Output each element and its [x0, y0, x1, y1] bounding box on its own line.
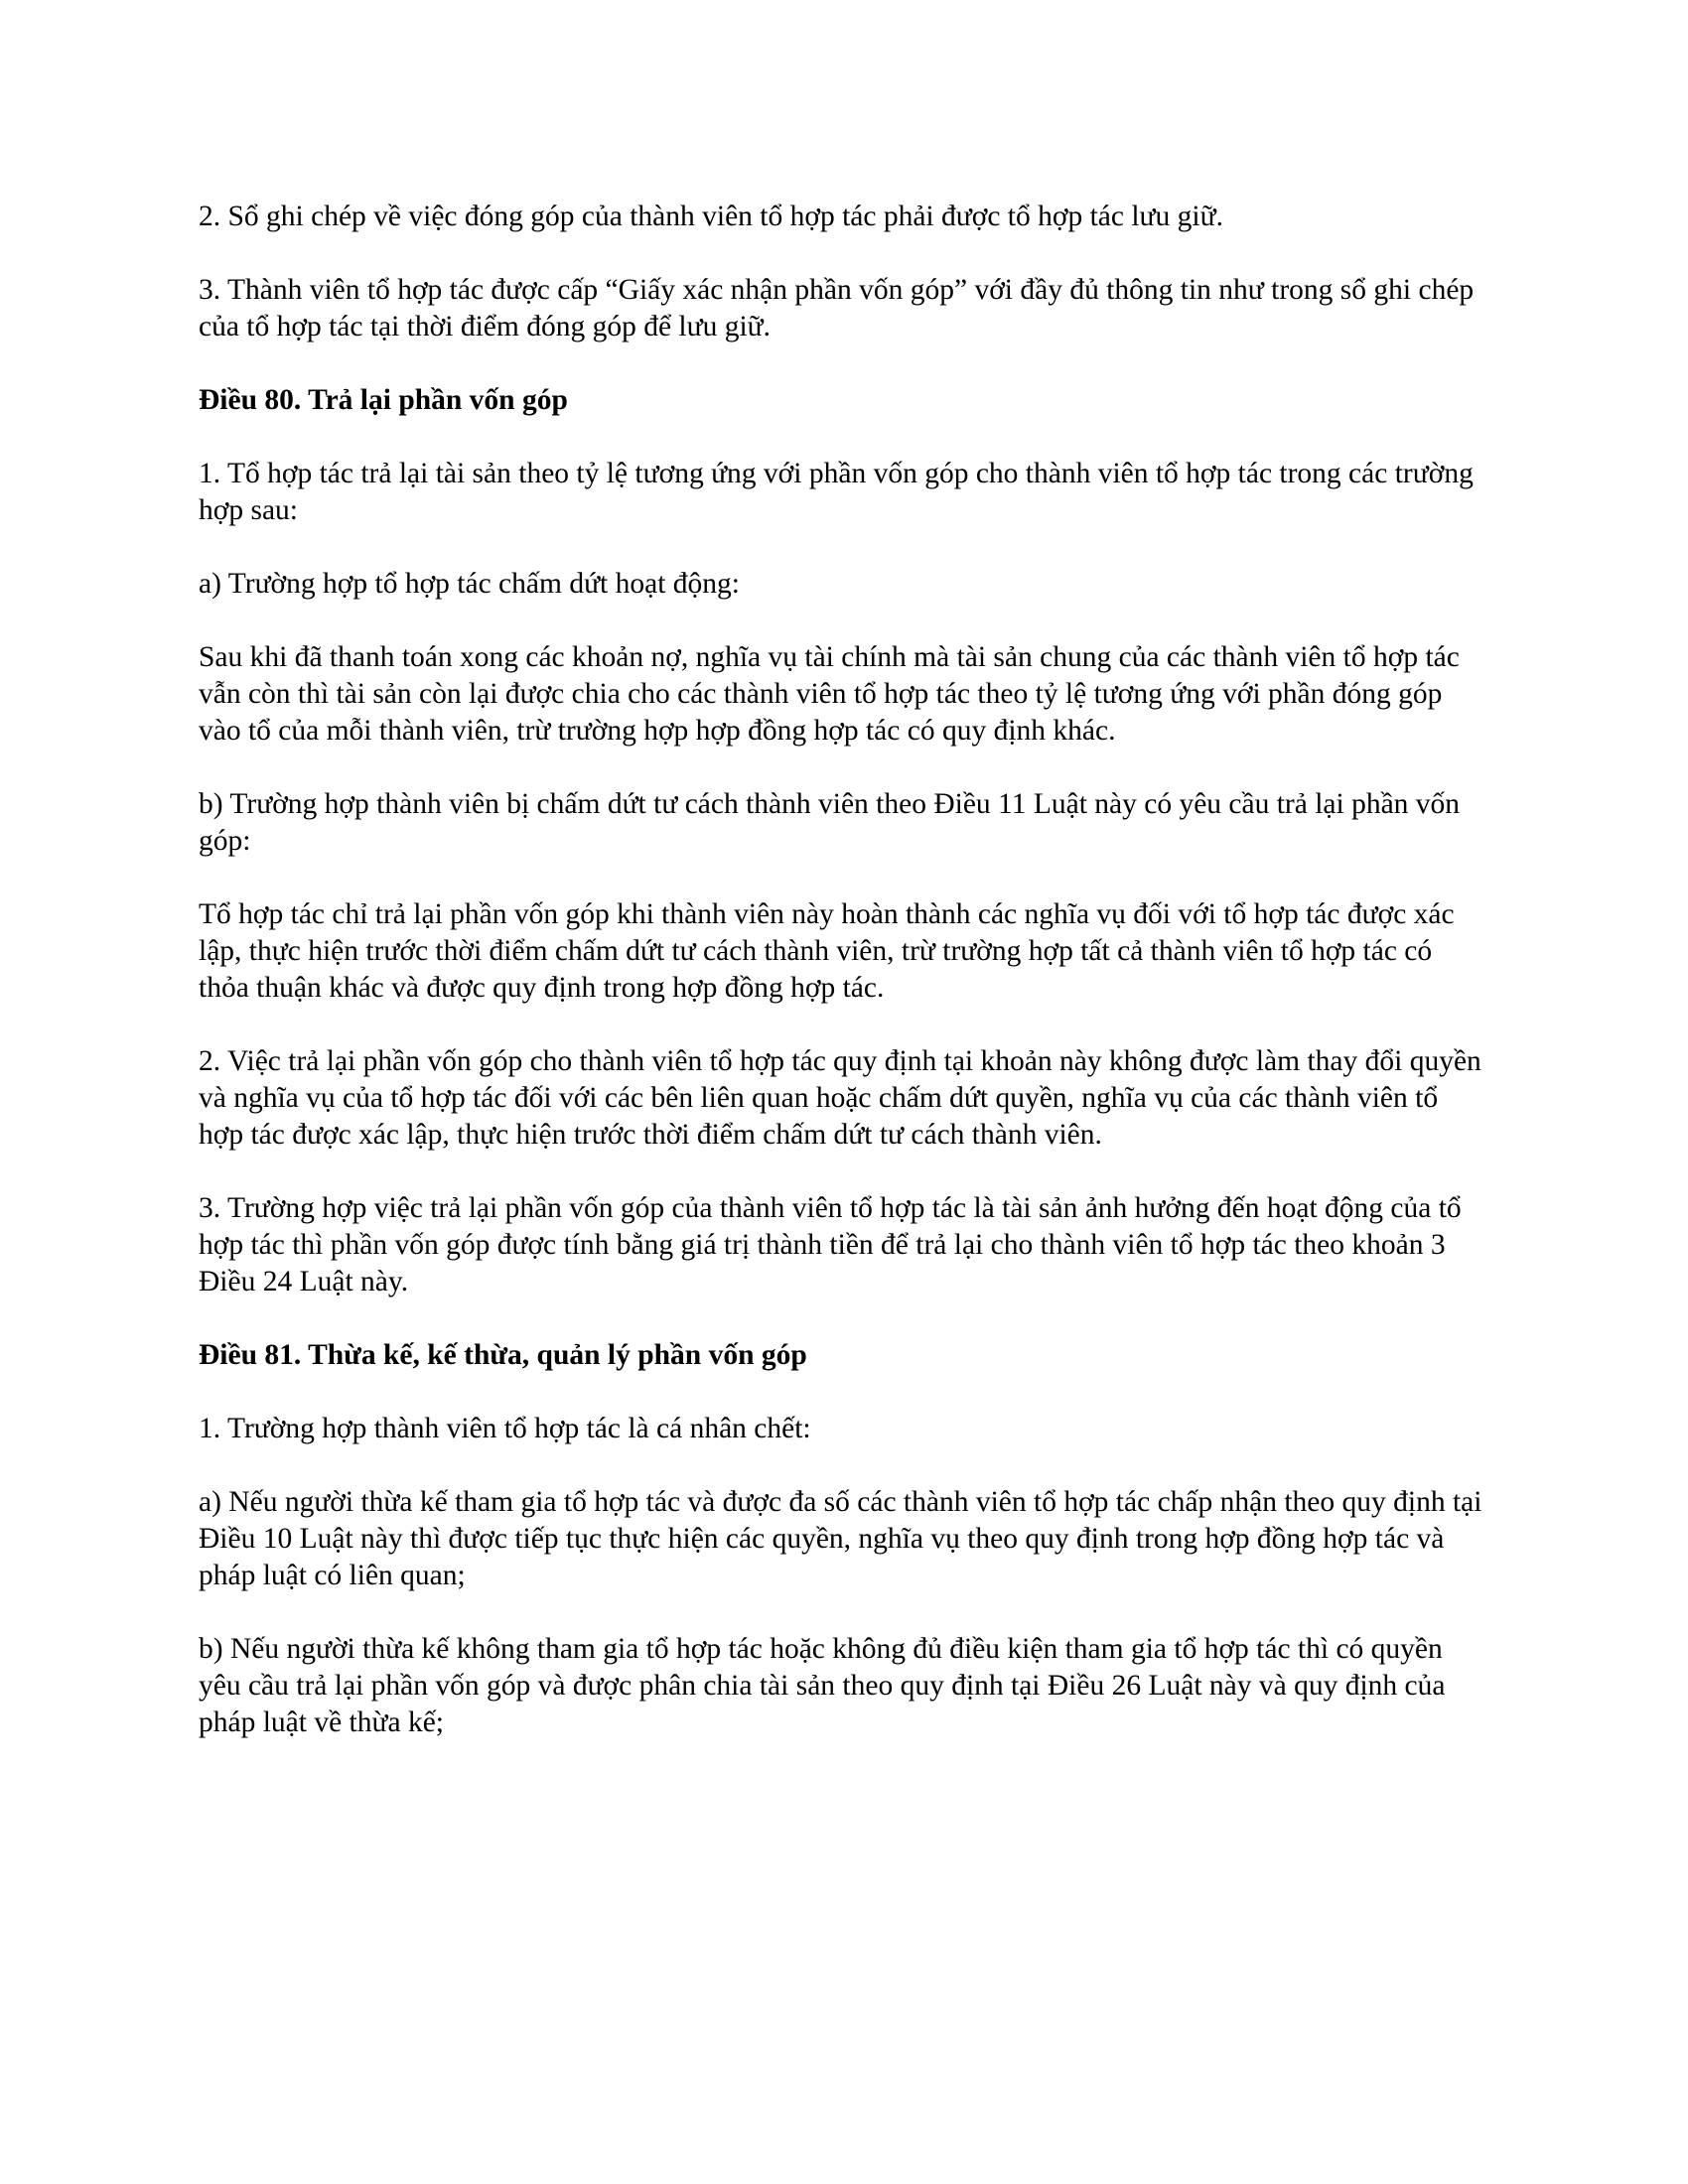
article-80-point-b: b) Trường hợp thành viên bị chấm dứt tư cách thành viên theo Điều 11 Luật này có yêu cầu trả lại phần vốn góp: [199, 788, 1461, 857]
paragraph-clause-3: 3. Thành viên tổ hợp tác được cấp “Giấy xác nhận phần vốn góp” với đầy đủ thông tin như trong sổ ghi chép của tổ hợp tác tại thời điểm đóng góp để lưu giữ. [199, 274, 1475, 342]
article-81-clause-1: 1. Trường hợp thành viên tổ hợp tác là cá nhân chết: [199, 1413, 811, 1444]
article-80-point-a-body: Sau khi đã thanh toán xong các khoản nợ, nghĩa vụ tài chính mà tài sản chung của các thành viên tổ hợp tác vẫn còn thì tài sản còn lại được chia cho các thành viên tổ hợp tác theo tỷ lệ tương ứng với phần đóng góp vào tổ của mỗi thành viên, trừ trường hợp hợp đồng hợp tác có quy định khác. [199, 641, 1460, 747]
article-80-point-b-body: Tổ hợp tác chỉ trả lại phần vốn góp khi thành viên này hoàn thành các nghĩa vụ đối với tổ hợp tác được xác lập, thực hiện trước thời điểm chấm dứt tư cách thành viên, trừ trường hợp tất cả thành viên tổ hợp tác có thỏa thuận khác và được quy định trong hợp đồng hợp tác. [199, 898, 1455, 1004]
article-80-point-a: a) Trường hợp tổ hợp tác chấm dứt hoạt động: [199, 568, 740, 600]
article-80-clause-1: 1. Tổ hợp tác trả lại tài sản theo tỷ lệ tương ứng với phần vốn góp cho thành viên tổ hợp tác trong các trường hợp sau: [199, 458, 1474, 526]
article-80-clause-2: 2. Việc trả lại phần vốn góp cho thành viên tổ hợp tác quy định tại khoản này không được làm thay đổi quyền và nghĩa vụ của tổ hợp tác đối với các bên liên quan hoặc chấm dứt quyền, nghĩa vụ của các thành viên tổ hợp tác được xác lập, thực hiện trước thời điểm chấm dứt tư cách thành viên. [199, 1045, 1481, 1151]
article-81-heading: Điều 81. Thừa kế, kế thừa, quản lý phần vốn góp [199, 1339, 807, 1371]
article-81-point-b: b) Nếu người thừa kế không tham gia tổ hợp tác hoặc không đủ điều kiện tham gia tổ hợp tác thì có quyền yêu cầu trả lại phần vốn góp và được phân chia tài sản theo quy định tại Điều 26 Luật này và quy định của pháp luật về thừa kế; [199, 1633, 1446, 1738]
document-body [199, 199, 1489, 1778]
article-80-heading: Điều 80. Trả lại phần vốn góp [199, 384, 568, 416]
paragraph-clause-2: 2. Sổ ghi chép về việc đóng góp của thành viên tổ hợp tác phải được tổ hợp tác lưu giữ. [199, 201, 1223, 232]
article-81-point-a: a) Nếu người thừa kế tham gia tổ hợp tác và được đa số các thành viên tổ hợp tác chấp nhận theo quy định tại Điều 10 Luật này thì được tiếp tục thực hiện các quyền, nghĩa vụ theo quy định trong hợp đồng hợp tác và pháp luật có liên quan; [199, 1486, 1482, 1591]
article-80-clause-3: 3. Trường hợp việc trả lại phần vốn góp của thành viên tổ hợp tác là tài sản ảnh hưởng đến hoạt động của tổ hợp tác thì phần vốn góp được tính bằng giá trị thành tiền để trả lại cho thành viên tổ hợp tác theo khoản 3 Điều 24 Luật này. [199, 1192, 1462, 1297]
